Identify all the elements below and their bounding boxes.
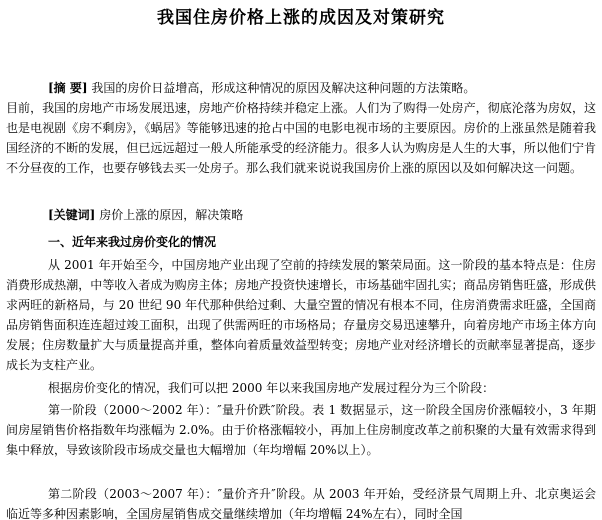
keywords-label: [关键词] <box>48 208 96 222</box>
paragraph-3: 第一阶段（2000～2002 年）：″量升价跌″阶段。表 1 数据显示，这一阶段全国房价涨幅较小，3 年期间房屋销售价格指数年均涨幅为 2.0%。由于价格涨幅较小，再加上住房制度改革之前积聚的大量有效需求得到集中释放，导致该阶段市场成交量也大幅增加（年均增幅 20%以上）。 <box>6 403 596 457</box>
document-title: 我国住房价格上涨的成因及对策研究 <box>157 8 445 28</box>
abstract-line <box>6 78 596 98</box>
paragraph-4: 第二阶段（2003～2007 年）：″量价齐升″阶段。从 2003 年开始，受经济景气周期上升、北京奥运会临近等多种因素影响，全国房屋销售成交量继续增加（年均增幅 24%左右），同时全国 <box>6 487 596 520</box>
section-heading: 一、近年来我过房价变化的情况 <box>48 235 217 249</box>
paragraph-2: 根据房价变化的情况，我们可以把 2000 年以来我国房地产发展过程分为三个阶段： <box>48 381 495 395</box>
abstract-body: 目前，我国的房地产市场发展迅速，房地产价格持续并稳定上涨。人们为了购得一处房产，彻底沦落为房奴，这也是电视剧《房不剩房》，《蜗居》等能够迅速的抢占中国的电影电视市场的主要原因。房价的上涨虽然是随着我国经济的不断的发展，但已远远超过一般人所能承受的经济能力。很多人认为购房是人生的大事，所以他们宁肯不分昼夜的工作，也要存够钱去买一处房子。那么我们就来说说我国房价上涨的原因以及如何解决这一问题。 <box>6 101 596 175</box>
keywords-line <box>6 205 596 225</box>
abstract-text: 我国的房价日益增高，形成这种情况的原因及解决这种问题的方法策略。 <box>91 81 476 95</box>
keywords-text: 房价上涨的原因，解决策略 <box>99 208 244 222</box>
abstract-label: [摘 要] <box>48 81 88 95</box>
paragraph-1: 从 2001 年开始至今，中国房地产业出现了空前的持续发展的繁荣局面。这一阶段的基本特点是：住房消费形成热潮，中等收入者成为购房主体；房地产投资快速增长，市场基础牢固扎实；商品房销售旺盛，形成供求两旺的新格局，与 20 世纪 90 年代那种供给过剩、大量空置的情况有根本不同，住房消费需求旺盛，全国商品房销售面积连连超过竣工面积，出现了供需两旺的市场格局；存量房交易迅速攀升，向着房地产市场主体方向发展；住房数量扩大与质量提高并重，整体向着质量效益型转变；房地产业对经济增长的贡献率显著提高，逐步成长为支柱产业。 <box>6 258 596 372</box>
